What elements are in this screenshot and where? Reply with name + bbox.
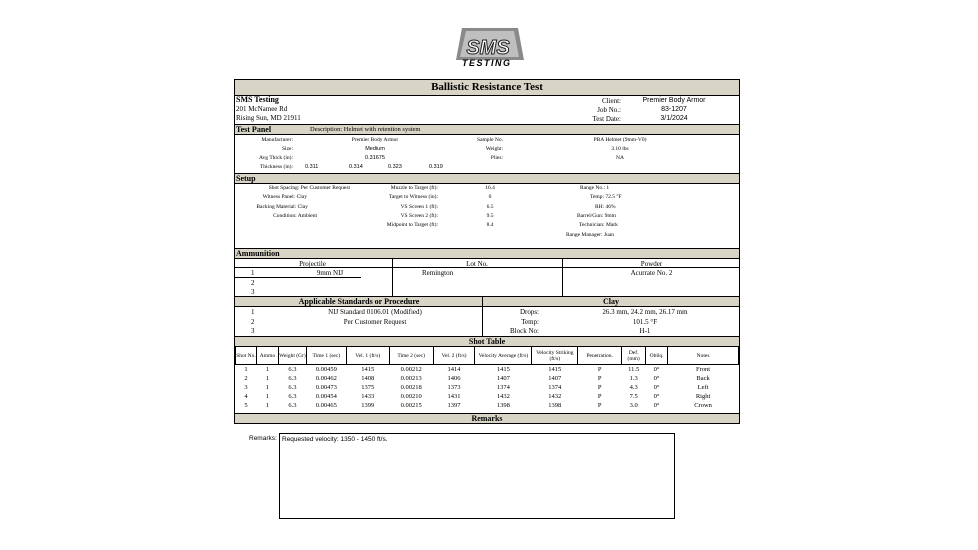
shot-cell-vel1: 1375 [361,384,375,391]
shot-cell-vel2: 1406 [447,375,461,382]
shot-cell-weight: 6.3 [288,402,297,409]
vs2-label: VS Screen 2 (ft): [400,213,438,219]
shot-cell-vel2: 1397 [447,402,461,409]
weight-value: 3.10 lbs [611,146,629,152]
th-vel2: Vel. 2 (ft/s) [433,347,475,365]
shot-cell-shot-no: 4 [244,393,248,400]
shot-table-header-row [236,347,739,365]
job-value: 83-1207 [661,106,687,113]
shot-row [236,374,739,383]
th-penetration: Penetration. [578,347,622,365]
standards-clay-header [235,296,739,307]
standard-1-text: NIJ Standard 0106.01 (Modified) [328,308,422,316]
vs1-label: VS Screen 1 (ft): [400,204,438,210]
shot-cell-vel1: 1408 [361,375,375,382]
clay-temp-label: Temp: [521,318,539,326]
setup-temp: Temp: 72.5 °F [590,194,622,200]
shot-cell-vel2: 1414 [447,366,461,373]
shot-cell-vel1: 1415 [361,366,375,373]
job-label: Job No.: [597,106,621,114]
shot-table-heading: Shot Table [468,337,506,346]
thickness-value-3: 0.323 [388,164,402,170]
th-time2: Time 2 (sec) [389,347,433,365]
shot-cell-penetration: P [597,393,602,400]
ammunition-heading: Ammunition [236,249,280,258]
midpoint-label: Midpoint to Target (ft): [386,222,438,228]
shot-cell-time1: 0.00473 [315,384,337,391]
shot-cell-time2: 0.00210 [400,393,422,400]
thickness-value-1: 0.311 [305,164,319,170]
ammo-row-1-powder: Acurrate No. 2 [630,269,673,277]
clay-temp-value: 101.5 °F [632,318,658,326]
shot-cell-vel-avg: 1374 [496,384,510,391]
avg-thickness-value: 0.31675 [365,155,385,161]
shot-row [236,383,739,392]
standard-1-n: 1 [251,308,255,316]
shot-cell-weight: 6.3 [288,375,297,382]
ammo-row-1-lot: Remington [422,269,454,277]
shot-cell-vel1: 1433 [361,393,375,400]
drops-value: 26.3 mm, 24.2 mm, 26.17 mm [602,308,688,316]
setup-header [235,173,739,184]
standard-3-n: 3 [251,327,255,335]
th-time1: Time 1 (sec) [306,347,346,365]
remarks-label: Remarks: [249,435,277,442]
block-value: H-1 [639,327,651,335]
range-manager: Range Manager: Juan [566,232,614,238]
shot-cell-vel-striking: 1374 [548,384,562,391]
shot-row [236,365,739,375]
backing-material: Backing Material: Clay [256,204,308,210]
shot-row [236,392,739,401]
logo-brand: SMS [466,37,510,59]
manufacturer-label: Manufacturer: [261,137,293,143]
col-lot: Lot No. [466,260,488,268]
technician: Technician: Mark [579,222,618,228]
weight-label: Weight: [485,146,503,152]
report-title: Ballistic Resistance Test [235,80,739,96]
test-date-label: Test Date: [592,115,621,123]
avg-thickness-label: Avg Thick (in): [258,155,293,161]
company-address-2: Rising Sun, MD 21911 [236,114,301,122]
shot-cell-time2: 0.00213 [400,375,422,382]
shot-cell-ammo: 1 [265,366,270,373]
th-vel-striking: Velocity Striking (ft/s) [532,347,578,365]
shot-cell-time2: 0.00212 [400,366,422,373]
shot-cell-time2: 0.00218 [400,384,422,391]
plies-value: NA [616,155,624,161]
remarks-text: Requested velocity: 1350 - 1450 ft/s. [282,436,388,443]
shot-cell-obliq: 0° [653,384,660,391]
drops-label: Drops: [519,308,539,316]
shot-cell-penetration: P [597,366,602,373]
shot-cell-def: 1.3 [629,375,638,382]
block-label: Block No: [510,327,539,335]
muzzle-label: Muzzle to Target (ft): [390,185,438,191]
shot-cell-notes: Right [695,393,711,400]
shot-cell-ammo: 1 [265,393,270,400]
thickness-label: Thickness (in): [259,164,293,170]
th-ammo: Ammo [256,347,278,365]
logo-subtitle: TESTING [462,58,512,68]
shot-cell-ammo: 1 [265,384,270,391]
shot-cell-time1: 0.00459 [315,366,337,373]
shot-cell-weight: 6.3 [288,384,297,391]
client-value: Premier Body Armor [642,97,706,104]
ammo-row-2-n: 2 [251,279,255,287]
shot-cell-vel2: 1431 [447,393,461,400]
ammunition-header [235,248,739,259]
th-weight: Weight (Gr) [278,347,306,365]
th-notes: Notes [668,347,739,365]
midpoint-value: 8.4 [486,222,494,228]
shot-cell-obliq: 0° [653,375,660,382]
ammo-row-1-projectile: 9mm NIJ [316,269,344,277]
shot-cell-ammo: 1 [265,375,270,382]
shot-cell-obliq: 0° [653,366,660,373]
company-address-1: 201 McNamee Rd [236,105,288,113]
shot-cell-penetration: P [597,402,602,409]
th-obliq: Obliq. [646,347,668,365]
shot-cell-vel-avg: 1398 [496,402,510,409]
shot-cell-vel-avg: 1407 [496,375,510,382]
shot-cell-vel-striking: 1398 [548,402,562,409]
muzzle-value: 16.4 [485,185,495,191]
ammo-row-1-n: 1 [251,269,255,277]
shot-cell-shot-no: 1 [244,366,248,373]
shot-cell-def: 11.5 [628,366,640,373]
condition: Condition: Ambient [273,213,317,219]
shot-cell-def: 7.5 [629,393,638,400]
client-label: Client: [601,97,621,105]
remarks-box [279,433,675,519]
thickness-value-2: 0.314 [349,164,363,170]
panel-description: Description: Helmet with retention system [310,126,421,133]
range-no: Range No.: 1 [580,185,610,191]
manufacturer-value: Premier Body Armor [351,137,399,143]
vs1-value: 6.5 [486,204,494,210]
shot-cell-shot-no: 2 [244,375,248,382]
witness-panel: Witness Panel: Clay [262,194,307,200]
shot-cell-vel-avg: 1415 [496,366,510,373]
shot-cell-notes: Crown [694,402,712,409]
thickness-value-4: 0.319 [429,164,443,170]
shot-cell-vel-striking: 1407 [548,375,562,382]
shot-row [236,401,739,410]
test-date-value: 3/1/2024 [660,115,688,122]
remarks-header [235,413,739,423]
size-value: Medium [365,146,385,152]
standards-heading: Applicable Standards or Procedure [298,297,420,306]
shot-cell-notes: Front [696,366,711,373]
shot-cell-shot-no: 3 [244,384,248,391]
relative-humidity: RH: 46% [595,204,616,210]
shot-cell-def: 3.0 [629,402,638,409]
standard-2-n: 2 [251,318,255,326]
company-name: SMS Testing [236,95,279,104]
shot-cell-ammo: 1 [265,402,270,409]
shot-cell-weight: 6.3 [288,366,297,373]
size-label: Size: [282,146,293,152]
shot-cell-penetration: P [597,375,602,382]
th-vel-avg: Velocity Average (ft/s) [475,347,532,365]
shot-cell-shot-no: 5 [244,402,248,409]
shot-cell-def: 4.3 [629,384,638,391]
th-vel1: Vel. 1 (ft/s) [346,347,389,365]
shot-cell-vel1: 1399 [361,402,375,409]
test-report-sheet [234,79,740,424]
shot-cell-time1: 0.00462 [315,375,337,382]
setup-heading: Setup [236,174,256,183]
shot-cell-obliq: 0° [653,402,660,409]
shot-cell-vel-striking: 1415 [548,366,562,373]
clay-heading: Clay [603,297,619,306]
col-powder: Powder [640,260,663,268]
target-value: 0 [488,194,492,200]
shot-cell-vel-avg: 1432 [496,393,510,400]
shot-cell-vel2: 1373 [447,384,461,391]
th-shot-no: Shot No. [236,347,257,365]
shot-cell-time2: 0.00215 [400,402,422,409]
test-panel-heading: Test Panel [236,125,272,134]
ammo-row-3-n: 3 [251,288,255,296]
shot-table [235,346,739,410]
shot-cell-time1: 0.00454 [315,393,337,400]
shot-cell-penetration: P [597,384,602,391]
test-panel-header [235,124,739,135]
shot-cell-weight: 6.3 [288,393,297,400]
target-label: Target to Witness (in): [388,194,438,200]
shot-cell-obliq: 0° [653,393,660,400]
shot-cell-notes: Back [696,375,710,382]
vs2-value: 9.5 [486,213,494,219]
th-def: Def. (mm) [622,347,646,365]
remarks-heading: Remarks [471,414,503,423]
barrel-gun: Barrel/Gun: 9mm [577,213,616,219]
shot-cell-notes: Left [697,384,709,391]
sample-label: Sample No. [477,137,503,143]
standard-2-text: Per Customer Request [343,318,407,326]
shot-cell-vel-striking: 1432 [548,393,562,400]
plies-label: Plies: [490,155,503,161]
col-projectile: Projectile [299,260,326,268]
shot-cell-time1: 0.00465 [315,402,337,409]
shot-spacing: Shot Spacing: Per Customer Request [268,185,350,191]
sample-value: PBA Helmet (9mm-V0) [593,137,647,143]
